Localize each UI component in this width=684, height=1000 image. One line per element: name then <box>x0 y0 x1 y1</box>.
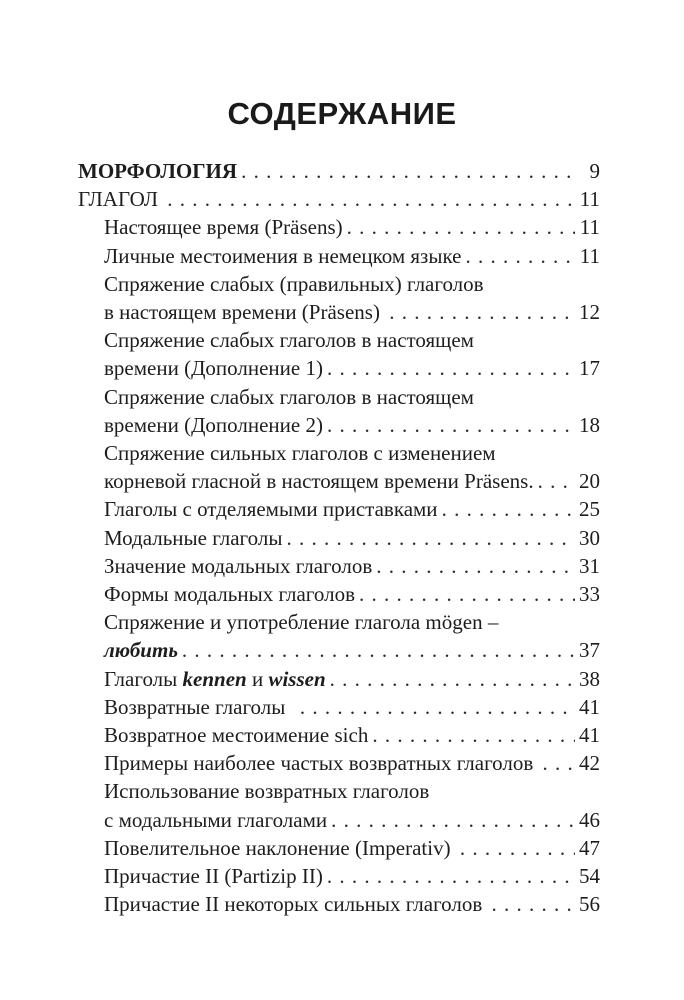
toc-page-number: 37 <box>579 638 600 663</box>
toc-entry-label: МОРФОЛОГИЯ <box>78 159 238 183</box>
toc-entry-label: Спряжение слабых глаголов в настоящем <box>104 328 474 353</box>
toc-row <box>78 326 600 354</box>
toc-page-number: 31 <box>579 553 600 578</box>
toc-page-number: 11 <box>579 215 600 240</box>
toc-page-number: 54 <box>579 864 600 889</box>
toc-page-number: 42 <box>579 751 600 776</box>
toc-entry-label: Глаголы <box>104 666 183 691</box>
toc-row <box>78 608 600 636</box>
dot-leader <box>347 213 575 241</box>
toc-entry-label: Использование возвратных глаголов <box>104 779 430 804</box>
toc-row <box>78 495 600 523</box>
toc-row <box>78 213 600 241</box>
toc-row <box>78 354 600 382</box>
toc-entry-label: в настоящем времени (Präsens) <box>104 300 386 325</box>
toc-page-number: 47 <box>579 835 600 860</box>
dot-leader <box>442 495 575 523</box>
dot-leader <box>538 467 575 495</box>
dot-leader <box>330 665 575 693</box>
toc-row <box>78 665 600 693</box>
dot-leader <box>376 552 575 580</box>
toc-entry-label: Спряжение сильных глаголов с изменением <box>104 441 496 466</box>
dot-leader <box>286 524 575 552</box>
toc-entry-label: Формы модальных глаголов <box>104 582 356 607</box>
dot-leader <box>389 298 575 326</box>
toc-entry-label: Повелительное наклонение (Imperativ) <box>104 835 456 860</box>
toc-row <box>78 552 600 580</box>
toc-entry-label: Личные местоимения в немецком языке <box>104 243 462 268</box>
toc-row <box>78 524 600 552</box>
dot-leader <box>543 749 575 777</box>
dot-leader <box>460 834 575 862</box>
toc-list <box>78 157 600 918</box>
dot-leader <box>492 890 575 918</box>
toc-row <box>78 862 600 890</box>
toc-entry-label: с модальными глаголами <box>104 807 328 832</box>
toc-row <box>78 749 600 777</box>
toc-page-number: 33 <box>579 582 600 607</box>
toc-entry-label: Спряжение слабых (правильных) глаголов <box>104 271 484 296</box>
toc-row <box>78 185 600 213</box>
toc-entry-label: любить <box>104 638 178 663</box>
toc-page-number: 56 <box>579 892 600 917</box>
toc-row <box>78 270 600 298</box>
toc-entry-label: Спряжение слабых глаголов в настоящем <box>104 384 474 409</box>
toc-page-number: 46 <box>579 807 600 832</box>
toc-entry-label: Спряжение и употребление глагола mögen – <box>104 610 499 635</box>
toc-page-number: 38 <box>579 666 600 691</box>
toc-page-number: 25 <box>579 497 600 522</box>
toc-entry-label: Причастие II некоторых сильных глаголов <box>104 892 488 917</box>
dot-leader <box>327 411 575 439</box>
toc-row <box>78 834 600 862</box>
toc-entry-label: Глаголы с отделяемыми приставками <box>104 497 438 522</box>
toc-row <box>78 383 600 411</box>
toc-entry-label: и <box>246 666 269 691</box>
dot-leader <box>241 157 575 185</box>
dot-leader <box>182 636 575 664</box>
toc-row <box>78 467 600 495</box>
toc-entry-label: wissen <box>268 666 326 691</box>
toc-entry-label: Модальные глаголы <box>104 525 283 550</box>
toc-entry-label: kennen <box>182 666 247 691</box>
toc-page-number: 11 <box>579 187 600 212</box>
dot-leader <box>465 242 575 270</box>
toc-row <box>78 439 600 467</box>
toc-page-number: 9 <box>589 159 600 183</box>
toc-row <box>78 777 600 805</box>
toc-row <box>78 890 600 918</box>
toc-row <box>78 806 600 834</box>
dot-leader <box>327 354 575 382</box>
toc-row <box>78 157 600 185</box>
toc-entry-label: Возвратное местоимение sich <box>104 723 369 748</box>
toc-entry-label: Примеры наиболее частых возвратных глаголов <box>104 751 539 776</box>
dot-leader <box>327 862 575 890</box>
toc-row <box>78 693 600 721</box>
toc-entry-label: Значение модальных глаголов <box>104 553 373 578</box>
toc-entry-label: ГЛАГОЛ <box>78 187 164 212</box>
dot-leader <box>300 693 575 721</box>
toc-entry-label: времени (Дополнение 1) <box>104 356 323 381</box>
dot-leader <box>359 580 575 608</box>
toc-page-number: 30 <box>579 525 600 550</box>
toc-page-number: 11 <box>579 243 600 268</box>
toc-page-number: 18 <box>579 412 600 437</box>
toc-page-number: 41 <box>579 694 600 719</box>
toc-row <box>78 636 600 664</box>
toc-entry-label: Возвратные глаголы <box>104 694 296 719</box>
page-title: СОДЕРЖАНИЕ <box>227 96 457 131</box>
toc-entry-label: Причастие II (Partizip II) <box>104 864 323 889</box>
dot-leader <box>331 806 575 834</box>
toc-row <box>78 411 600 439</box>
toc-entry-label: Настоящее время (Präsens) <box>104 215 343 240</box>
toc-page-number: 17 <box>579 356 600 381</box>
toc-row <box>78 242 600 270</box>
dot-leader <box>167 185 575 213</box>
toc-page-number: 12 <box>579 300 600 325</box>
toc-entry-label: корневой гласной в настоящем времени Präsens. <box>104 469 534 494</box>
toc-row <box>78 298 600 326</box>
toc-page-number: 41 <box>579 723 600 748</box>
toc-page-number: 20 <box>579 469 600 494</box>
dot-leader <box>372 721 575 749</box>
toc-row <box>78 580 600 608</box>
toc-row <box>78 721 600 749</box>
toc-entry-label: времени (Дополнение 2) <box>104 412 323 437</box>
